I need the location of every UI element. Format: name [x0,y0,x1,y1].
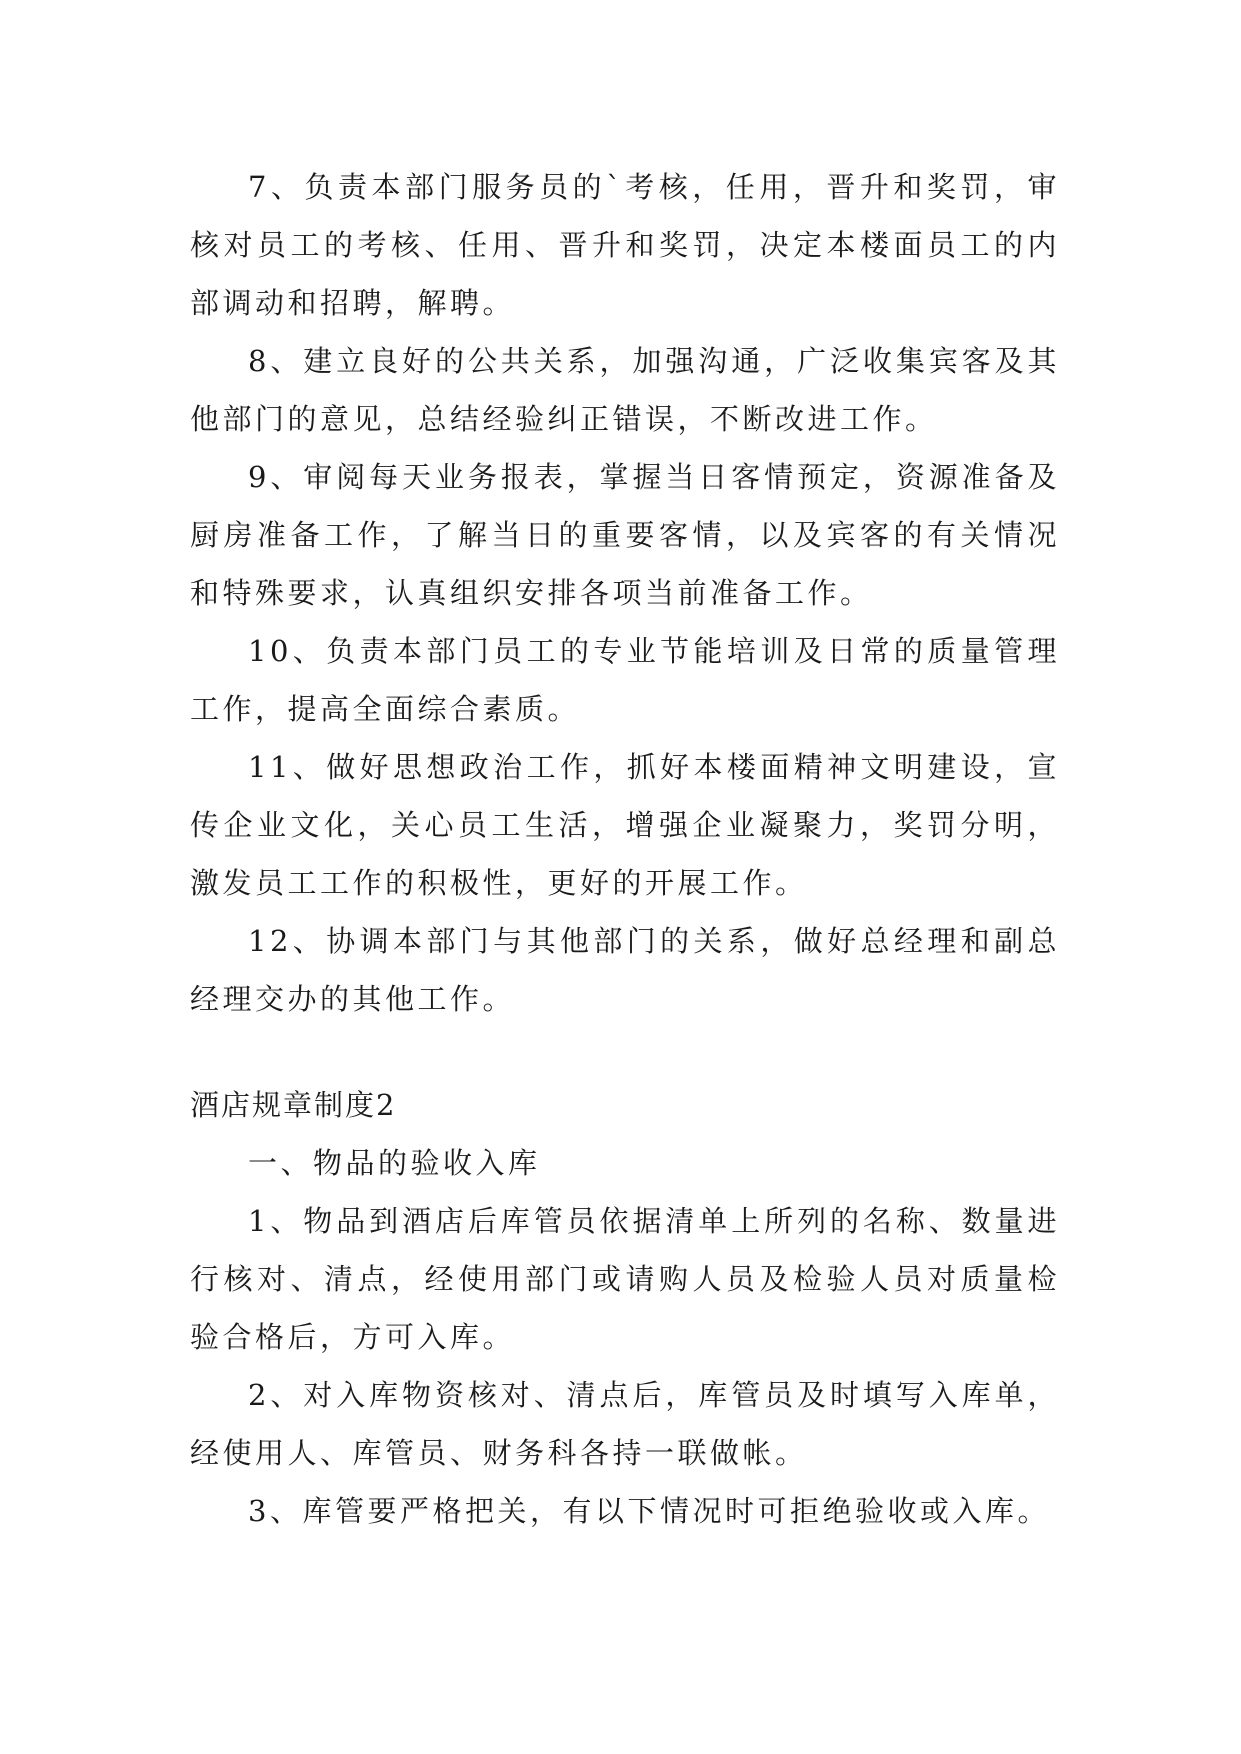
paragraph-item-8: 8、建立良好的公共关系，加强沟通，广泛收集宾客及其他部门的意见，总结经验纠正错误，不断改进工作。 [190,344,1060,436]
paragraph-item-10: 10、负责本部门员工的专业节能培训及日常的质量管理工作，提高全面综合素质。 [190,634,1060,726]
paragraph-item-7: 7、负责本部门服务员的`考核，任用，晋升和奖罚，审核对员工的考核、任用、晋升和奖罚，决定本楼面员工的内部调动和招聘，解聘。 [190,170,1060,320]
paragraph-item-12: 12、协调本部门与其他部门的关系，做好总经理和副总经理交办的其他工作。 [190,924,1060,1016]
paragraph-item-9: 9、审阅每天业务报表，掌握当日客情预定，资源准备及厨房准备工作，了解当日的重要客情，以及宾客的有关情况和特殊要求，认真组织安排各项当前准备工作。 [190,460,1060,610]
subsection-heading: 一、物品的验收入库 [248,1146,541,1180]
document-body [190,158,1060,1540]
paragraph-item-2: 2、对入库物资核对、清点后，库管员及时填写入库单，经使用人、库管员、财务科各持一联做帐。 [190,1378,1060,1470]
section-title: 酒店规章制度2 [190,1088,397,1122]
paragraph-item-1: 1、物品到酒店后库管员依据清单上所列的名称、数量进行核对、清点，经使用部门或请购人员及检验人员对质量检验合格后，方可入库。 [190,1204,1060,1354]
paragraph-item-11: 11、做好思想政治工作，抓好本楼面精神文明建设，宣传企业文化，关心员工生活，增强企业凝聚力，奖罚分明，激发员工工作的积极性，更好的开展工作。 [190,750,1060,900]
paragraph-item-3: 3、库管要严格把关，有以下情况时可拒绝验收或入库。 [248,1494,1050,1528]
